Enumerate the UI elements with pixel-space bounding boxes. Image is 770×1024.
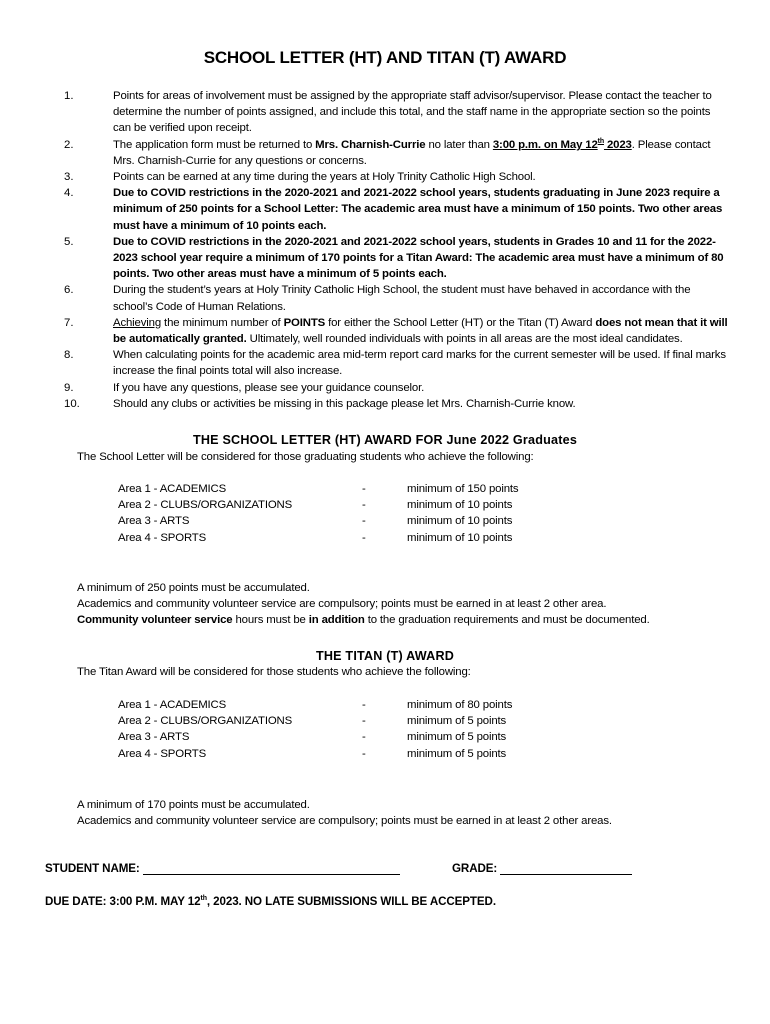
requirement-area: Area 3 - ARTS bbox=[118, 731, 190, 744]
volunteer-text-1: hours must be bbox=[232, 614, 309, 627]
rule-text-fragment: POINTS bbox=[283, 316, 326, 329]
requirement-dash: - bbox=[362, 483, 366, 495]
rule-text-fragment: for either the School Letter (HT) or the Titan (T) Award bbox=[325, 316, 596, 329]
rule-number: 7. bbox=[64, 316, 74, 329]
rule-text-fragment: Should any clubs or activities be missing in this package please let Mrs. Charnish-Currie know. bbox=[113, 397, 576, 410]
requirement-area: Area 2 - CLUBS/ORGANIZATIONS bbox=[118, 715, 293, 728]
requirement-row bbox=[0, 532, 770, 548]
rule-text bbox=[113, 88, 731, 137]
rule-text-fragment: . Please contact Mrs. Charnish-Currie for any questions or concerns. bbox=[113, 138, 711, 167]
requirement-dash: - bbox=[362, 715, 366, 728]
requirement-area: Area 3 - ARTS bbox=[118, 515, 190, 528]
requirement-area: Area 4 - SPORTS bbox=[118, 531, 207, 544]
rule-item bbox=[0, 185, 770, 234]
requirement-minimum: minimum of 10 points bbox=[407, 499, 513, 512]
rule-item bbox=[0, 137, 770, 169]
rule-item bbox=[0, 169, 770, 185]
rule-text bbox=[113, 282, 731, 314]
titan-notes bbox=[77, 797, 737, 829]
requirement-row bbox=[0, 483, 770, 499]
requirement-row bbox=[0, 715, 770, 731]
rule-item bbox=[0, 88, 770, 137]
requirement-area: Area 4 - SPORTS bbox=[118, 747, 207, 760]
due-date-superscript: th bbox=[200, 895, 207, 903]
school-letter-notes bbox=[77, 580, 737, 629]
school-letter-note-volunteer bbox=[77, 612, 737, 628]
rule-text-fragment: Due to COVID restrictions in the 2020-2021 and 2021-2022 school years, students graduating in June 2023 require a minimum of 250 points for a School Letter: The academic area must have a minimum of 150 points. Two other areas must have a minimum of 10 points each. bbox=[113, 187, 723, 232]
rule-text-fragment: the minimum number of bbox=[161, 316, 284, 329]
requirement-row bbox=[0, 748, 770, 764]
titan-heading: THE TITAN (T) AWARD bbox=[315, 649, 455, 663]
requirement-row bbox=[0, 731, 770, 747]
grade-field bbox=[452, 862, 632, 875]
due-date-text: DUE DATE: 3:00 P.M. MAY 12 bbox=[45, 895, 201, 908]
requirement-area: Area 2 - CLUBS/ORGANIZATIONS bbox=[118, 499, 293, 512]
requirement-area: Area 1 - ACADEMICS bbox=[118, 699, 227, 711]
in-addition-term: in addition bbox=[308, 614, 365, 627]
requirement-minimum: minimum of 5 points bbox=[407, 715, 507, 728]
titan-intro: The Titan Award will be considered for those students who achieve the following: bbox=[77, 666, 471, 678]
student-name-label: STUDENT NAME: bbox=[45, 862, 140, 875]
rule-text-fragment: Achieving bbox=[113, 316, 162, 329]
requirement-dash: - bbox=[362, 499, 366, 512]
requirement-minimum: minimum of 10 points bbox=[407, 515, 513, 528]
rule-item bbox=[0, 396, 770, 412]
rule-text bbox=[113, 185, 731, 234]
rule-text-fragment: During the student’s years at Holy Trinity Catholic High School, the student must have behaved in accordance with the school’s Code of Human Relations. bbox=[113, 284, 691, 313]
rule-text-fragment: 2023 bbox=[603, 138, 632, 151]
rule-text-fragment: 3:00 p.m. on May 12 bbox=[492, 138, 598, 151]
rule-item bbox=[0, 282, 770, 314]
titan-requirements bbox=[0, 699, 770, 764]
rule-text bbox=[113, 169, 731, 185]
rule-text-fragment: does not mean that it will be automatically granted. bbox=[113, 316, 728, 346]
rule-text-fragment: Points can be earned at any time during the years at Holy Trinity Catholic High School. bbox=[113, 171, 536, 184]
page-title: SCHOOL LETTER (HT) AND TITAN (T) AWARD bbox=[203, 48, 567, 67]
rules-list bbox=[0, 88, 770, 412]
requirement-minimum: minimum of 10 points bbox=[407, 531, 513, 544]
rule-text bbox=[113, 137, 731, 169]
requirement-minimum: minimum of 5 points bbox=[407, 747, 507, 760]
rule-text-fragment: Points for areas of involvement must be assigned by the appropriate staff advisor/supervisor. Please contact the teacher to determine the number of points assigned, and include this total, and the staff name in the appropriate section so the points can be verified upon receipt. bbox=[113, 90, 712, 135]
requirement-area: Area 1 - ACADEMICS bbox=[118, 483, 227, 495]
rule-item bbox=[0, 347, 770, 379]
due-date-warning: , 2023. NO LATE SUBMISSIONS WILL BE ACCEPTED. bbox=[206, 895, 496, 908]
rule-text bbox=[113, 380, 731, 396]
rule-text-fragment: th bbox=[597, 137, 604, 145]
rule-number: 8. bbox=[64, 349, 74, 362]
school-letter-heading: THE SCHOOL LETTER (HT) AWARD FOR June 2022 Graduates bbox=[192, 433, 578, 447]
school-letter-note-minimum: A minimum of 250 points must be accumulated. bbox=[77, 582, 310, 594]
rule-text-fragment: The application form must be returned to bbox=[113, 138, 316, 151]
rule-number: 9. bbox=[64, 381, 74, 394]
student-name-field bbox=[45, 862, 400, 875]
student-name-input-line[interactable] bbox=[143, 863, 400, 875]
grade-input-line[interactable] bbox=[500, 863, 632, 875]
rule-number: 6. bbox=[64, 284, 74, 297]
rule-text-fragment: If you have any questions, please see your guidance counselor. bbox=[113, 381, 425, 394]
rule-text-fragment: Mrs. Charnish-Currie bbox=[315, 138, 426, 151]
requirement-dash: - bbox=[362, 731, 366, 744]
requirement-row bbox=[0, 699, 770, 715]
requirement-dash: - bbox=[362, 699, 366, 711]
requirement-minimum: minimum of 150 points bbox=[407, 483, 519, 495]
requirement-dash: - bbox=[362, 531, 366, 544]
requirement-minimum: minimum of 80 points bbox=[407, 699, 513, 711]
rule-number: 3. bbox=[64, 171, 74, 184]
requirement-dash: - bbox=[362, 515, 366, 528]
titan-note-compulsory: Academics and community volunteer service are compulsory; points must be earned in at least 2 other areas. bbox=[77, 815, 612, 828]
rule-item bbox=[0, 380, 770, 396]
grade-label: GRADE: bbox=[452, 862, 498, 875]
requirement-row bbox=[0, 515, 770, 531]
school-letter-intro: The School Letter will be considered for those graduating students who achieve the following: bbox=[77, 451, 534, 463]
volunteer-term: Community volunteer service bbox=[77, 614, 233, 627]
rule-text bbox=[113, 347, 731, 379]
requirement-dash: - bbox=[362, 747, 366, 760]
rule-number: 2. bbox=[64, 138, 74, 151]
due-date-notice bbox=[45, 895, 496, 908]
rule-text-fragment: no later than bbox=[425, 138, 493, 151]
school-letter-requirements bbox=[0, 483, 770, 548]
requirement-row bbox=[0, 499, 770, 515]
volunteer-text-2: to the graduation requirements and must be documented. bbox=[364, 614, 650, 627]
rule-text bbox=[113, 396, 731, 412]
rule-text-fragment: Due to COVID restrictions in the 2020-2021 and 2021-2022 school years, students in Grades 10 and 11 for the 2022-2023 school year require a minimum of 170 points for a Titan Award: The academic area must have a minimum of 80 points. Two other areas must have a minimum of 5 points each. bbox=[113, 235, 724, 281]
rule-number: 1. bbox=[64, 90, 74, 102]
school-letter-note-compulsory: Academics and community volunteer service are compulsory; points must be earned in at least 2 other area. bbox=[77, 598, 607, 611]
rule-item bbox=[0, 315, 770, 347]
rule-number: 10. bbox=[64, 397, 80, 410]
rule-number: 5. bbox=[64, 235, 74, 248]
rule-text-fragment: Ultimately, well rounded individuals with points in all areas are the most ideal candidates. bbox=[246, 333, 683, 346]
titan-note-minimum: A minimum of 170 points must be accumulated. bbox=[77, 799, 310, 811]
rule-text bbox=[113, 234, 731, 283]
rule-item bbox=[0, 234, 770, 283]
rule-text-fragment: When calculating points for the academic area mid-term report card marks for the current semester will be used. If final marks increase the final points total will also increase. bbox=[113, 349, 726, 378]
rule-text bbox=[113, 315, 731, 347]
rule-number: 4. bbox=[64, 187, 74, 200]
requirement-minimum: minimum of 5 points bbox=[407, 731, 507, 744]
